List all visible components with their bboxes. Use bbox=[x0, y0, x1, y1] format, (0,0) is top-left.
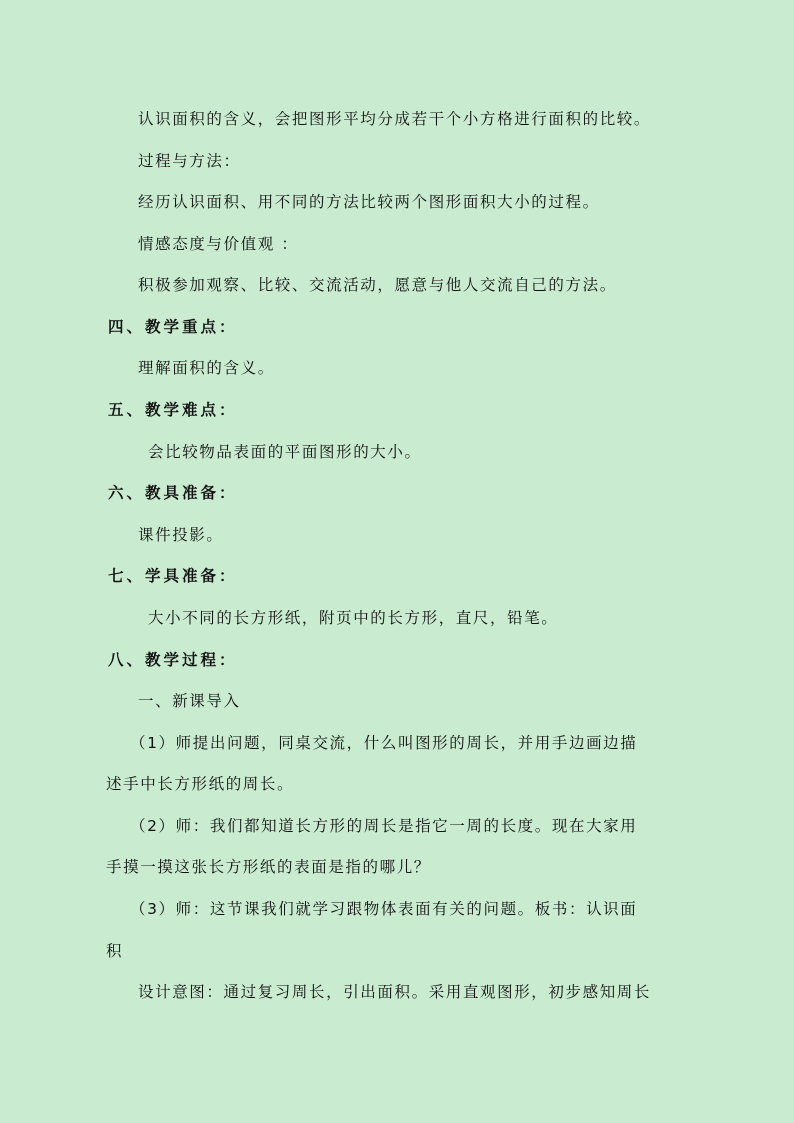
paragraph-step2-line1: （2）师：我们都知道长方形的周长是指它一周的长度。现在大家用 bbox=[130, 817, 638, 835]
paragraph-step1-line1: （1）师提出问题，同桌交流，什么叫图形的周长，并用手边画边描 bbox=[130, 734, 638, 752]
heading-teaching-process: 八、教学过程： bbox=[108, 651, 238, 669]
paragraph-step1-line2: 述手中长方形纸的周长。 bbox=[106, 775, 295, 793]
paragraph-attitude: 积极参加观察、比较、交流活动，愿意与他人交流自己的方法。 bbox=[138, 276, 617, 294]
paragraph-process-method-title: 过程与方法： bbox=[138, 152, 241, 170]
paragraph-area-meaning: 认识面积的含义，会把图形平均分成若干个小方格进行面积的比较。 bbox=[138, 110, 652, 128]
paragraph-attitude-title: 情感态度与价值观 ： bbox=[138, 235, 299, 253]
paragraph-student-materials: 大小不同的长方形纸，附页中的长方形，直尺，铅笔。 bbox=[148, 609, 559, 627]
paragraph-new-lesson: 一、新课导入 bbox=[138, 692, 241, 710]
paragraph-difficulties: 会比较物品表面的平面图形的大小。 bbox=[148, 443, 422, 461]
heading-student-materials: 七、学具准备： bbox=[108, 567, 238, 585]
paragraph-key-points: 理解面积的含义。 bbox=[138, 359, 275, 377]
paragraph-design-intent: 设计意图：通过复习周长，引出面积。采用直观图形，初步感知周长 bbox=[138, 983, 652, 1001]
heading-key-points: 四、教学重点： bbox=[108, 318, 238, 336]
heading-difficulties: 五、教学难点： bbox=[108, 401, 238, 419]
paragraph-step3-line1: （3）师：这节课我们就学习跟物体表面有关的问题。板书：认识面 bbox=[130, 900, 638, 918]
heading-teaching-aids: 六、教具准备： bbox=[108, 484, 238, 502]
paragraph-step3-line2: 积 bbox=[106, 942, 124, 960]
paragraph-step2-line2: 手摸一摸这张长方形纸的表面是指的哪儿？ bbox=[106, 858, 431, 876]
paragraph-process-method: 经历认识面积、用不同的方法比较两个图形面积大小的过程。 bbox=[138, 193, 600, 211]
paragraph-teaching-aids: 课件投影。 bbox=[138, 526, 224, 544]
